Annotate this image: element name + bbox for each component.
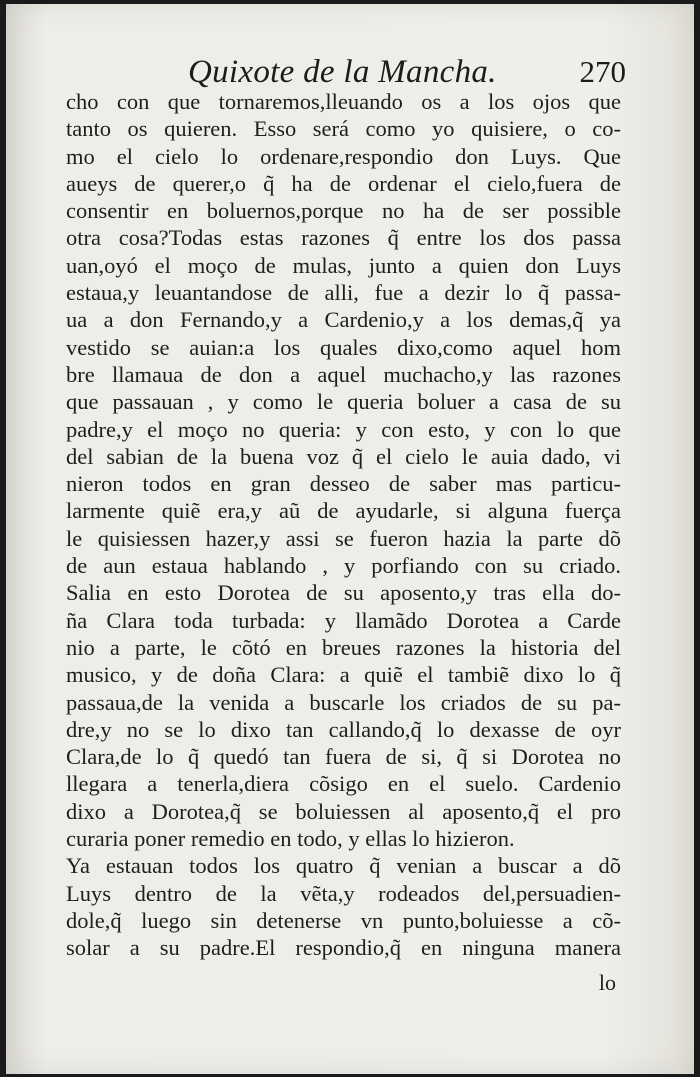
text-line: dre,y no se lo dixo tan callando,q̃ lo dexasse de oyr [66, 716, 621, 742]
page-number: 270 [579, 54, 626, 89]
body-text [66, 88, 621, 962]
text-line: del sabian de la buena voz q̃ el cielo le auia dado, vi [66, 443, 621, 469]
text-line: cho con que tornaremos,lleuando os a los ojos que [66, 89, 621, 114]
text-line: Ya estauan todos los quatro q̃ venian a buscar a dõ [66, 853, 621, 879]
text-line: Luys dentro de la vẽta,y rodeados del,persuadien- [66, 880, 621, 906]
text-line: passaua,de la venida a buscarle los criados de su pa- [66, 689, 621, 715]
text-line: consentir en boluernos,porque no ha de ser possible [66, 198, 621, 224]
text-line: musico, y de doña Clara: a quiẽ el tambiẽ dixo lo q̃ [66, 662, 621, 688]
catchword: lo [598, 970, 616, 995]
text-line: que passauan , y como le queria boluer a casa de su [66, 389, 621, 415]
text-line: nieron todos en gran desseo de saber mas particu- [66, 471, 621, 497]
running-head: Quixote de la Mancha. [188, 54, 497, 90]
text-line: dixo a Dorotea,q̃ se boluiessen al aposento,q̃ el pro [66, 798, 621, 824]
book-page [6, 4, 694, 1074]
text-line: mo el cielo lo ordenare,respondio don Luys. Que [66, 143, 621, 169]
text-line: nio a parte, le cõtó en breues razones la historia del [66, 634, 621, 660]
text-line: estaua,y leuantandose de alli, fue a dezir lo q̃ passa- [66, 280, 621, 306]
text-line: Salia en esto Dorotea de su aposento,y tras ella do- [66, 580, 621, 606]
text-line: dole,q̃ luego sin detenerse vn punto,boluiesse a cõ- [66, 907, 621, 933]
text-line: ua a don Fernando,y a Cardenio,y a los demas,q̃ ya [66, 307, 621, 333]
text-line: otra cosa?Todas estas razones q̃ entre los dos passa [66, 225, 621, 251]
text-line: bre llamaua de don a aquel muchacho,y las razones [66, 361, 621, 387]
text-line: tanto os quieren. Esso será como yo quisiere, o co- [66, 116, 621, 142]
text-line: le quisiessen hazer,y assi se fueron hazia la parte dõ [66, 525, 621, 551]
text-line: larmente quiẽ era,y aũ de ayudarle, si alguna fuerça [66, 498, 621, 524]
text-line: vestido se auian:a los quales dixo,como aquel hom [66, 334, 621, 360]
text-line: de aun estaua hablando , y porfiando con su criado. [66, 553, 621, 579]
text-line: aueys de querer,o q̃ ha de ordenar el cielo,fuera de [66, 170, 621, 196]
text-line: solar a su padre.El respondio,q̃ en ninguna manera [66, 935, 621, 961]
text-line: padre,y el moço no queria: y con esto, y con lo que [66, 416, 621, 442]
text-line: Clara,de lo q̃ quedó tan fuera de si, q̃ si Dorotea no [66, 744, 621, 770]
text-line: ña Clara toda turbada: y llamãdo Dorotea a Carde [66, 607, 621, 633]
text-line: curaria poner remedio en todo, y ellas lo hizieron. [66, 826, 515, 852]
text-line: llegara a tenerla,diera cõsigo en el suelo. Cardenio [66, 771, 621, 797]
text-line: uan,oyó el moço de mulas, junto a quien don Luys [66, 252, 621, 278]
